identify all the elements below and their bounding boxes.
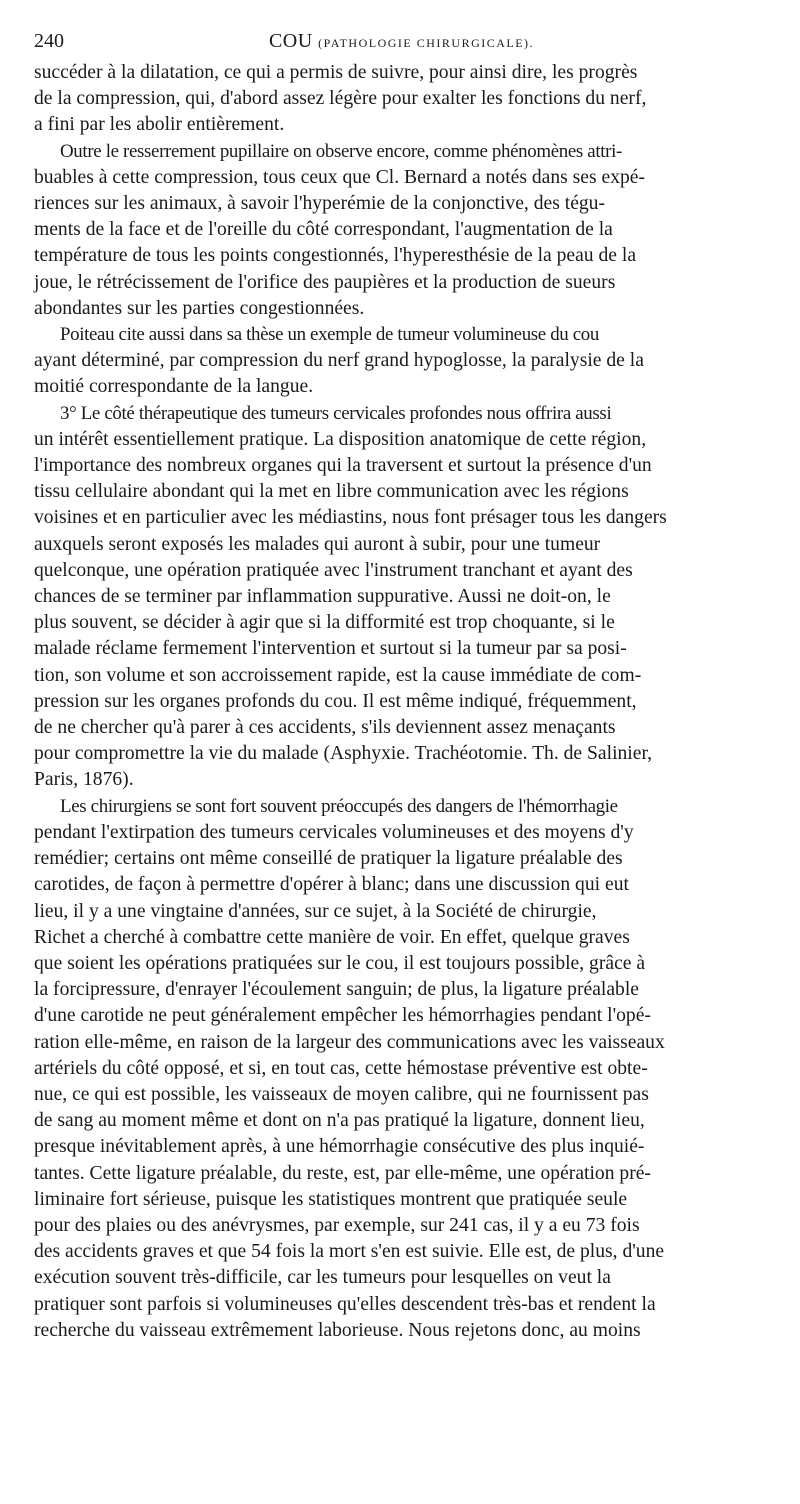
text-line: Poiteau cite aussi dans sa thèse un exemple de tumeur volumineuse du cou bbox=[60, 324, 599, 346]
text-line: pendant l'extirpation des tumeurs cervicales volumineuses et des moyens d'y bbox=[34, 821, 634, 843]
paragraph bbox=[34, 794, 769, 1344]
text-line: tissu cellulaire abondant qui la met en libre communication avec les régions bbox=[34, 481, 629, 503]
text-line: pratiquer sont parfois si volumineuses qu'elles descendent très-bas et rendent la bbox=[34, 1293, 656, 1315]
text-line: des accidents graves et que 54 fois la mort s'en est suivie. Elle est, de plus, d'une bbox=[34, 1241, 665, 1263]
text-line: a fini par les abolir entièrement. bbox=[34, 114, 285, 136]
text-line: lieu, il y a une vingtaine d'années, sur ce sujet, à la Société de chirurgie, bbox=[34, 900, 597, 922]
text-line: que soient les opérations pratiquées sur le cou, il est toujours possible, grâce à bbox=[34, 952, 646, 974]
running-title bbox=[34, 30, 769, 53]
text-line: riences sur les animaux, à savoir l'hyperémie de la conjonctive, des tégu- bbox=[34, 193, 606, 215]
text-line: exécution souvent très-difficile, car les tumeurs pour lesquelles on veut la bbox=[34, 1267, 611, 1289]
text-line: la forcipressure, d'enrayer l'écoulement sanguin; de plus, la ligature préalable bbox=[34, 979, 639, 1001]
text-line: l'importance des nombreux organes qui la traversent et surtout la présence d'un bbox=[34, 455, 652, 477]
book-page bbox=[34, 30, 769, 1344]
text-line: Paris, 1876). bbox=[34, 769, 134, 791]
paragraph bbox=[34, 401, 769, 794]
text-line: de la compression, qui, d'abord assez légère pour exalter les fonctions du nerf, bbox=[34, 88, 647, 110]
text-line: un intérêt essentiellement pratique. La disposition anatomique de cette région, bbox=[34, 428, 647, 450]
text-line: presque inévitablement après, à une hémorrhagie consécutive des plus inquié- bbox=[34, 1136, 645, 1158]
page-number: 240 bbox=[34, 30, 64, 52]
text-line: pression sur les organes profonds du cou. Il est même indiqué, fréquemment, bbox=[34, 690, 637, 712]
text-line: Richet a cherché à combattre cette manière de voir. En effet, quelque graves bbox=[34, 926, 630, 948]
text-line: abondantes sur les parties congestionnées. bbox=[34, 297, 365, 319]
text-line: liminaire fort sérieuse, puisque les statistiques montrent que pratiquée seule bbox=[34, 1188, 628, 1210]
text-line: ration elle-même, en raison de la largeur des communications avec les vaisseaux bbox=[34, 1031, 665, 1053]
text-line: Outre le resserrement pupillaire on observe encore, comme phénomènes attri- bbox=[60, 140, 622, 162]
paragraph bbox=[34, 60, 769, 139]
text-line: recherche du vaisseau extrêmement laborieuse. Nous rejetons donc, au moins bbox=[34, 1319, 641, 1341]
text-line: nue, ce qui est possible, les vaisseaux de moyen calibre, qui ne fournissent pas bbox=[34, 1083, 649, 1105]
body-text bbox=[34, 60, 769, 1344]
text-line: moitié correspondante de la langue. bbox=[34, 376, 314, 398]
text-line: malade réclame fermement l'intervention et surtout si la tumeur par sa posi- bbox=[34, 638, 627, 660]
text-line: température de tous les points congestionnés, l'hyperesthésie de la peau de la bbox=[34, 245, 637, 267]
text-line: d'une carotide ne peut généralement empêcher les hémorrhagies pendant l'opé- bbox=[34, 1005, 651, 1027]
text-line: buables à cette compression, tous ceux que Cl. Bernard a notés dans ses expé- bbox=[34, 166, 646, 188]
text-line: pour des plaies ou des anévrysmes, par exemple, sur 241 cas, il y a eu 73 fois bbox=[34, 1214, 640, 1236]
text-line: Les chirurgiens se sont fort souvent préoccupés des dangers de l'hémorrhagie bbox=[60, 795, 618, 817]
text-line: auxquels seront exposés les malades qui auront à subir, pour une tumeur bbox=[34, 533, 601, 555]
text-line: remédier; certains ont même conseillé de pratiquer la ligature préalable des bbox=[34, 848, 623, 870]
running-title-subtitle: (PATHOLOGIE CHIRURGICALE). bbox=[318, 36, 535, 50]
running-head bbox=[34, 30, 769, 56]
text-line: pour compromettre la vie du malade (Asphyxie. Trachéotomie. Th. de Salinier, bbox=[34, 743, 653, 765]
running-title-main: COU bbox=[268, 30, 313, 52]
paragraph bbox=[34, 322, 769, 401]
text-line: carotides, de façon à permettre d'opérer à blanc; dans une discussion qui eut bbox=[34, 874, 629, 896]
text-line: 3° Le côté thérapeutique des tumeurs cervicales profondes nous offrira aussi bbox=[60, 402, 612, 424]
paragraph bbox=[34, 139, 769, 322]
text-line: tion, son volume et son accroissement rapide, est la cause immédiate de com- bbox=[34, 664, 642, 686]
text-line: tantes. Cette ligature préalable, du reste, est, par elle-même, une opération pré- bbox=[34, 1162, 651, 1184]
text-line: joue, le rétrécissement de l'orifice des paupières et la production de sueurs bbox=[34, 271, 616, 293]
text-line: quelconque, une opération pratiquée avec l'instrument tranchant et ayant des bbox=[34, 559, 633, 581]
text-line: ayant déterminé, par compression du nerf grand hypoglosse, la paralysie de la bbox=[34, 350, 644, 372]
text-line: plus souvent, se décider à agir que si la difformité est trop choquante, si le bbox=[34, 612, 615, 634]
text-line: voisines et en particulier avec les médiastins, nous font présager tous les dangers bbox=[34, 507, 667, 529]
text-line: chances de se terminer par inflammation suppurative. Aussi ne doit-on, le bbox=[34, 586, 611, 608]
text-line: ments de la face et de l'oreille du côté correspondant, l'augmentation de la bbox=[34, 219, 613, 241]
text-line: artériels du côté opposé, et si, en tout cas, cette hémostase préventive est obte- bbox=[34, 1057, 648, 1079]
text-line: succéder à la dilatation, ce qui a permis de suivre, pour ainsi dire, les progrès bbox=[34, 62, 638, 83]
text-line: de sang au moment même et dont on n'a pas pratiqué la ligature, donnent lieu, bbox=[34, 1110, 645, 1132]
text-line: de ne chercher qu'à parer à ces accidents, s'ils deviennent assez menaçants bbox=[34, 717, 616, 739]
